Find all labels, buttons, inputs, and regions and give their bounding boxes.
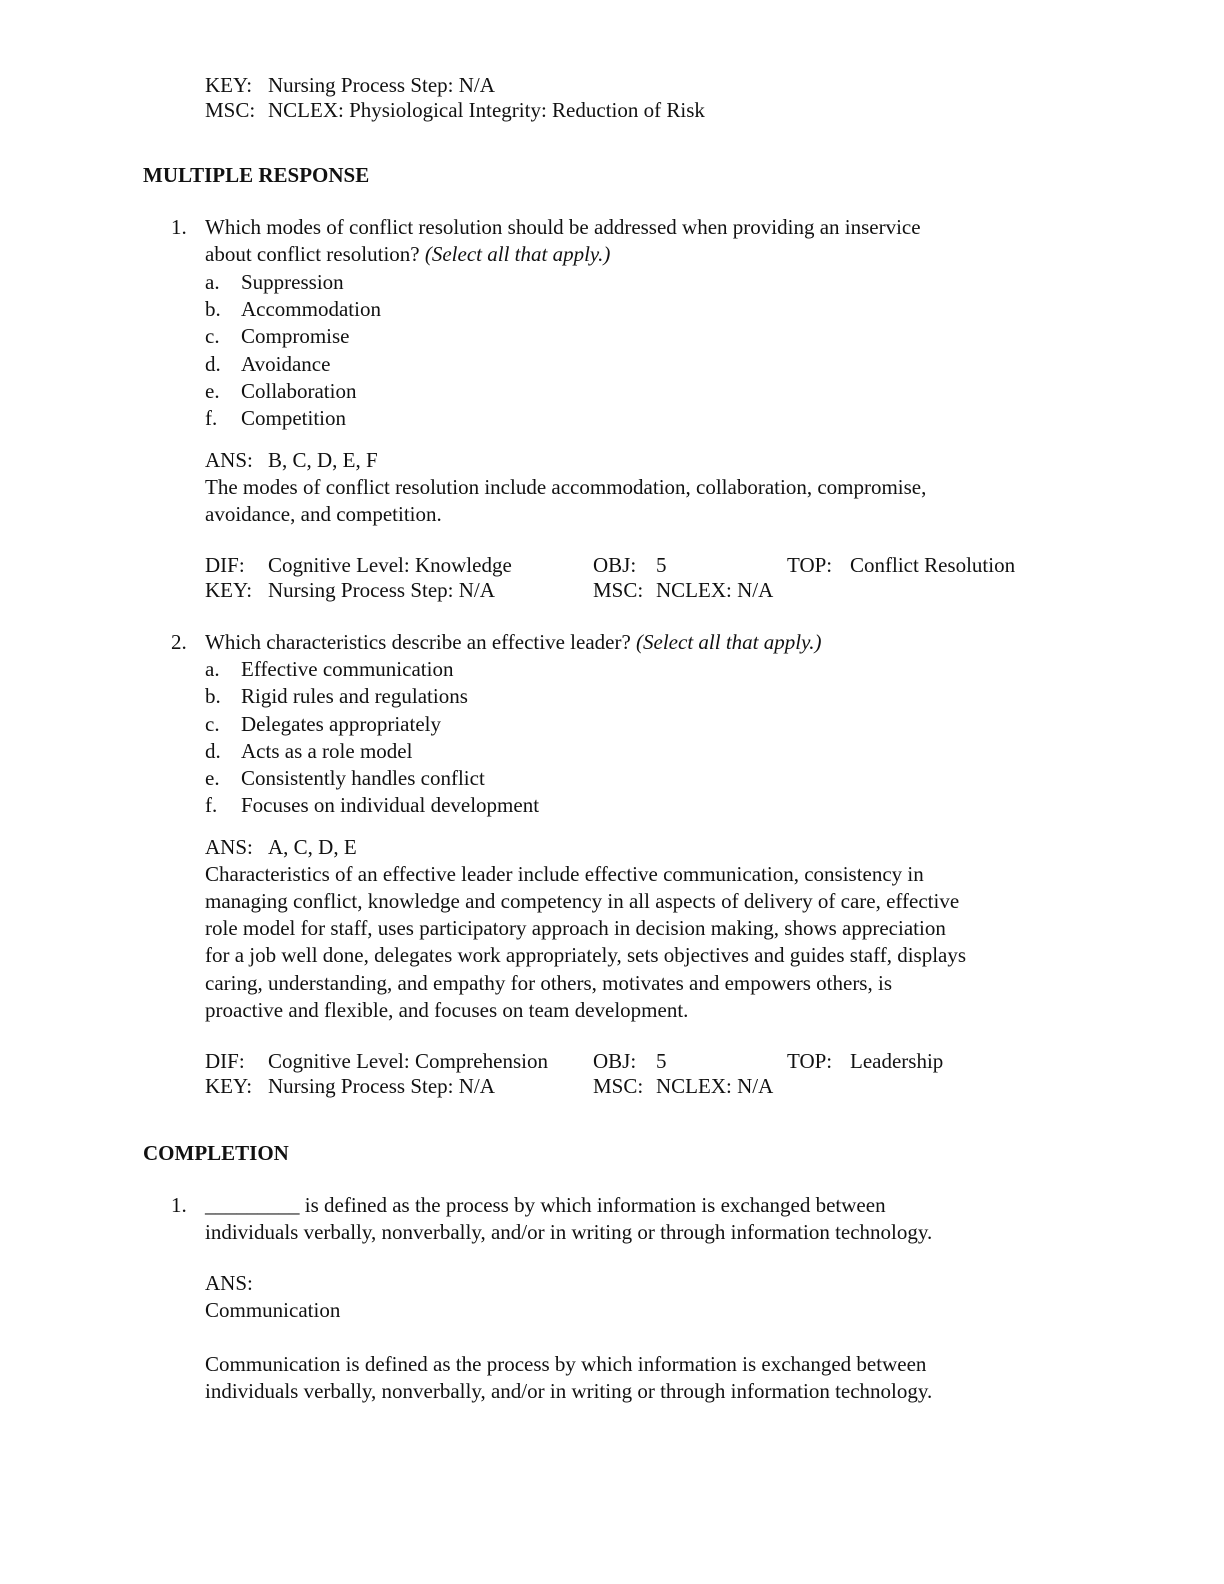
option-letter: f.	[205, 793, 218, 817]
answer-value: Communication	[205, 1298, 341, 1322]
top-key-value: Nursing Process Step: N/A	[268, 73, 495, 97]
option-text: Accommodation	[241, 297, 381, 321]
msc-value: NCLEX: N/A	[656, 1074, 774, 1098]
option-letter: d.	[205, 352, 221, 376]
msc-value: NCLEX: N/A	[656, 578, 774, 602]
dif-value: Cognitive Level: Knowledge	[268, 553, 512, 577]
rationale-line: managing conflict, knowledge and competency in all aspects of delivery of care, effective	[205, 889, 960, 913]
option-text: Consistently handles conflict	[241, 766, 485, 790]
question-number: 2.	[171, 630, 187, 654]
option-text: Acts as a role model	[241, 739, 413, 763]
rationale-line: role model for staff, uses participatory approach in decision making, shows appreciation	[205, 916, 946, 940]
key-label: KEY:	[205, 1074, 253, 1098]
question-stem-line	[205, 629, 821, 656]
option-text: Collaboration	[241, 379, 357, 403]
select-all-instruction: (Select all that apply.)	[636, 630, 822, 654]
rationale-line: for a job well done, delegates work appropriately, sets objectives and guides staff, displays	[205, 943, 967, 967]
option-letter: f.	[205, 406, 218, 430]
rationale-line: Characteristics of an effective leader include effective communication, consistency in	[205, 862, 924, 886]
top-msc-value: NCLEX: Physiological Integrity: Reduction of Risk	[268, 98, 705, 122]
answer-value: A, C, D, E	[268, 835, 357, 859]
option-letter: a.	[205, 270, 220, 294]
obj-label: OBJ:	[593, 553, 637, 577]
option-letter: b.	[205, 297, 221, 321]
option-text: Focuses on individual development	[241, 793, 540, 817]
rationale-line: individuals verbally, nonverbally, and/or in writing or through information technology.	[205, 1379, 933, 1403]
option-letter: d.	[205, 739, 221, 763]
option-text: Delegates appropriately	[241, 712, 441, 736]
top-key-label: KEY:	[205, 73, 253, 97]
option-text: Compromise	[241, 324, 350, 348]
question-stem-line: individuals verbally, nonverbally, and/or in writing or through information technology.	[205, 1220, 933, 1244]
option-text: Avoidance	[241, 352, 331, 376]
select-all-instruction: (Select all that apply.)	[424, 242, 611, 266]
option-letter: b.	[205, 684, 221, 708]
question-stem-text: about conflict resolution?	[205, 242, 420, 266]
key-value: Nursing Process Step: N/A	[268, 578, 495, 602]
top-value: Leadership	[850, 1049, 944, 1073]
answer-value: B, C, D, E, F	[268, 448, 378, 472]
option-text: Competition	[241, 406, 346, 430]
rationale-line: The modes of conflict resolution include accommodation, collaboration, compromise,	[205, 475, 927, 499]
option-text: Rigid rules and regulations	[241, 684, 468, 708]
obj-value: 5	[656, 553, 667, 577]
obj-value: 5	[656, 1049, 667, 1073]
top-label: TOP:	[787, 1049, 833, 1073]
option-letter: e.	[205, 379, 220, 403]
top-msc-label: MSC:	[205, 98, 256, 122]
option-letter: a.	[205, 657, 220, 681]
question-stem-line: Which modes of conflict resolution should be addressed when providing an inservice	[205, 215, 921, 239]
msc-label: MSC:	[593, 578, 644, 602]
option-text: Suppression	[241, 270, 344, 294]
answer-label: ANS:	[205, 448, 253, 472]
rationale-line: avoidance, and competition.	[205, 502, 442, 526]
rationale-line: caring, understanding, and empathy for others, motivates and empowers others, is	[205, 971, 892, 995]
top-value: Conflict Resolution	[850, 553, 1016, 577]
question-stem-text: Which characteristics describe an effective leader?	[205, 630, 631, 654]
section-heading-completion: COMPLETION	[143, 1141, 289, 1165]
option-letter: c.	[205, 324, 220, 348]
question-number: 1.	[171, 1193, 187, 1217]
question-number: 1.	[171, 215, 187, 239]
key-label: KEY:	[205, 578, 253, 602]
option-letter: c.	[205, 712, 220, 736]
top-label: TOP:	[787, 553, 833, 577]
rationale-line: proactive and flexible, and focuses on team development.	[205, 998, 689, 1022]
option-letter: e.	[205, 766, 220, 790]
dif-label: DIF:	[205, 553, 245, 577]
section-heading-multiple-response: MULTIPLE RESPONSE	[143, 163, 370, 187]
option-text: Effective communication	[241, 657, 454, 681]
msc-label: MSC:	[593, 1074, 644, 1098]
answer-label: ANS:	[205, 835, 253, 859]
question-stem-line	[205, 241, 610, 268]
answer-label: ANS:	[205, 1271, 253, 1295]
dif-label: DIF:	[205, 1049, 245, 1073]
key-value: Nursing Process Step: N/A	[268, 1074, 495, 1098]
dif-value: Cognitive Level: Comprehension	[268, 1049, 548, 1073]
obj-label: OBJ:	[593, 1049, 637, 1073]
rationale-line: Communication is defined as the process by which information is exchanged between	[205, 1352, 927, 1376]
question-stem-line: _________ is defined as the process by which information is exchanged between	[205, 1193, 886, 1217]
